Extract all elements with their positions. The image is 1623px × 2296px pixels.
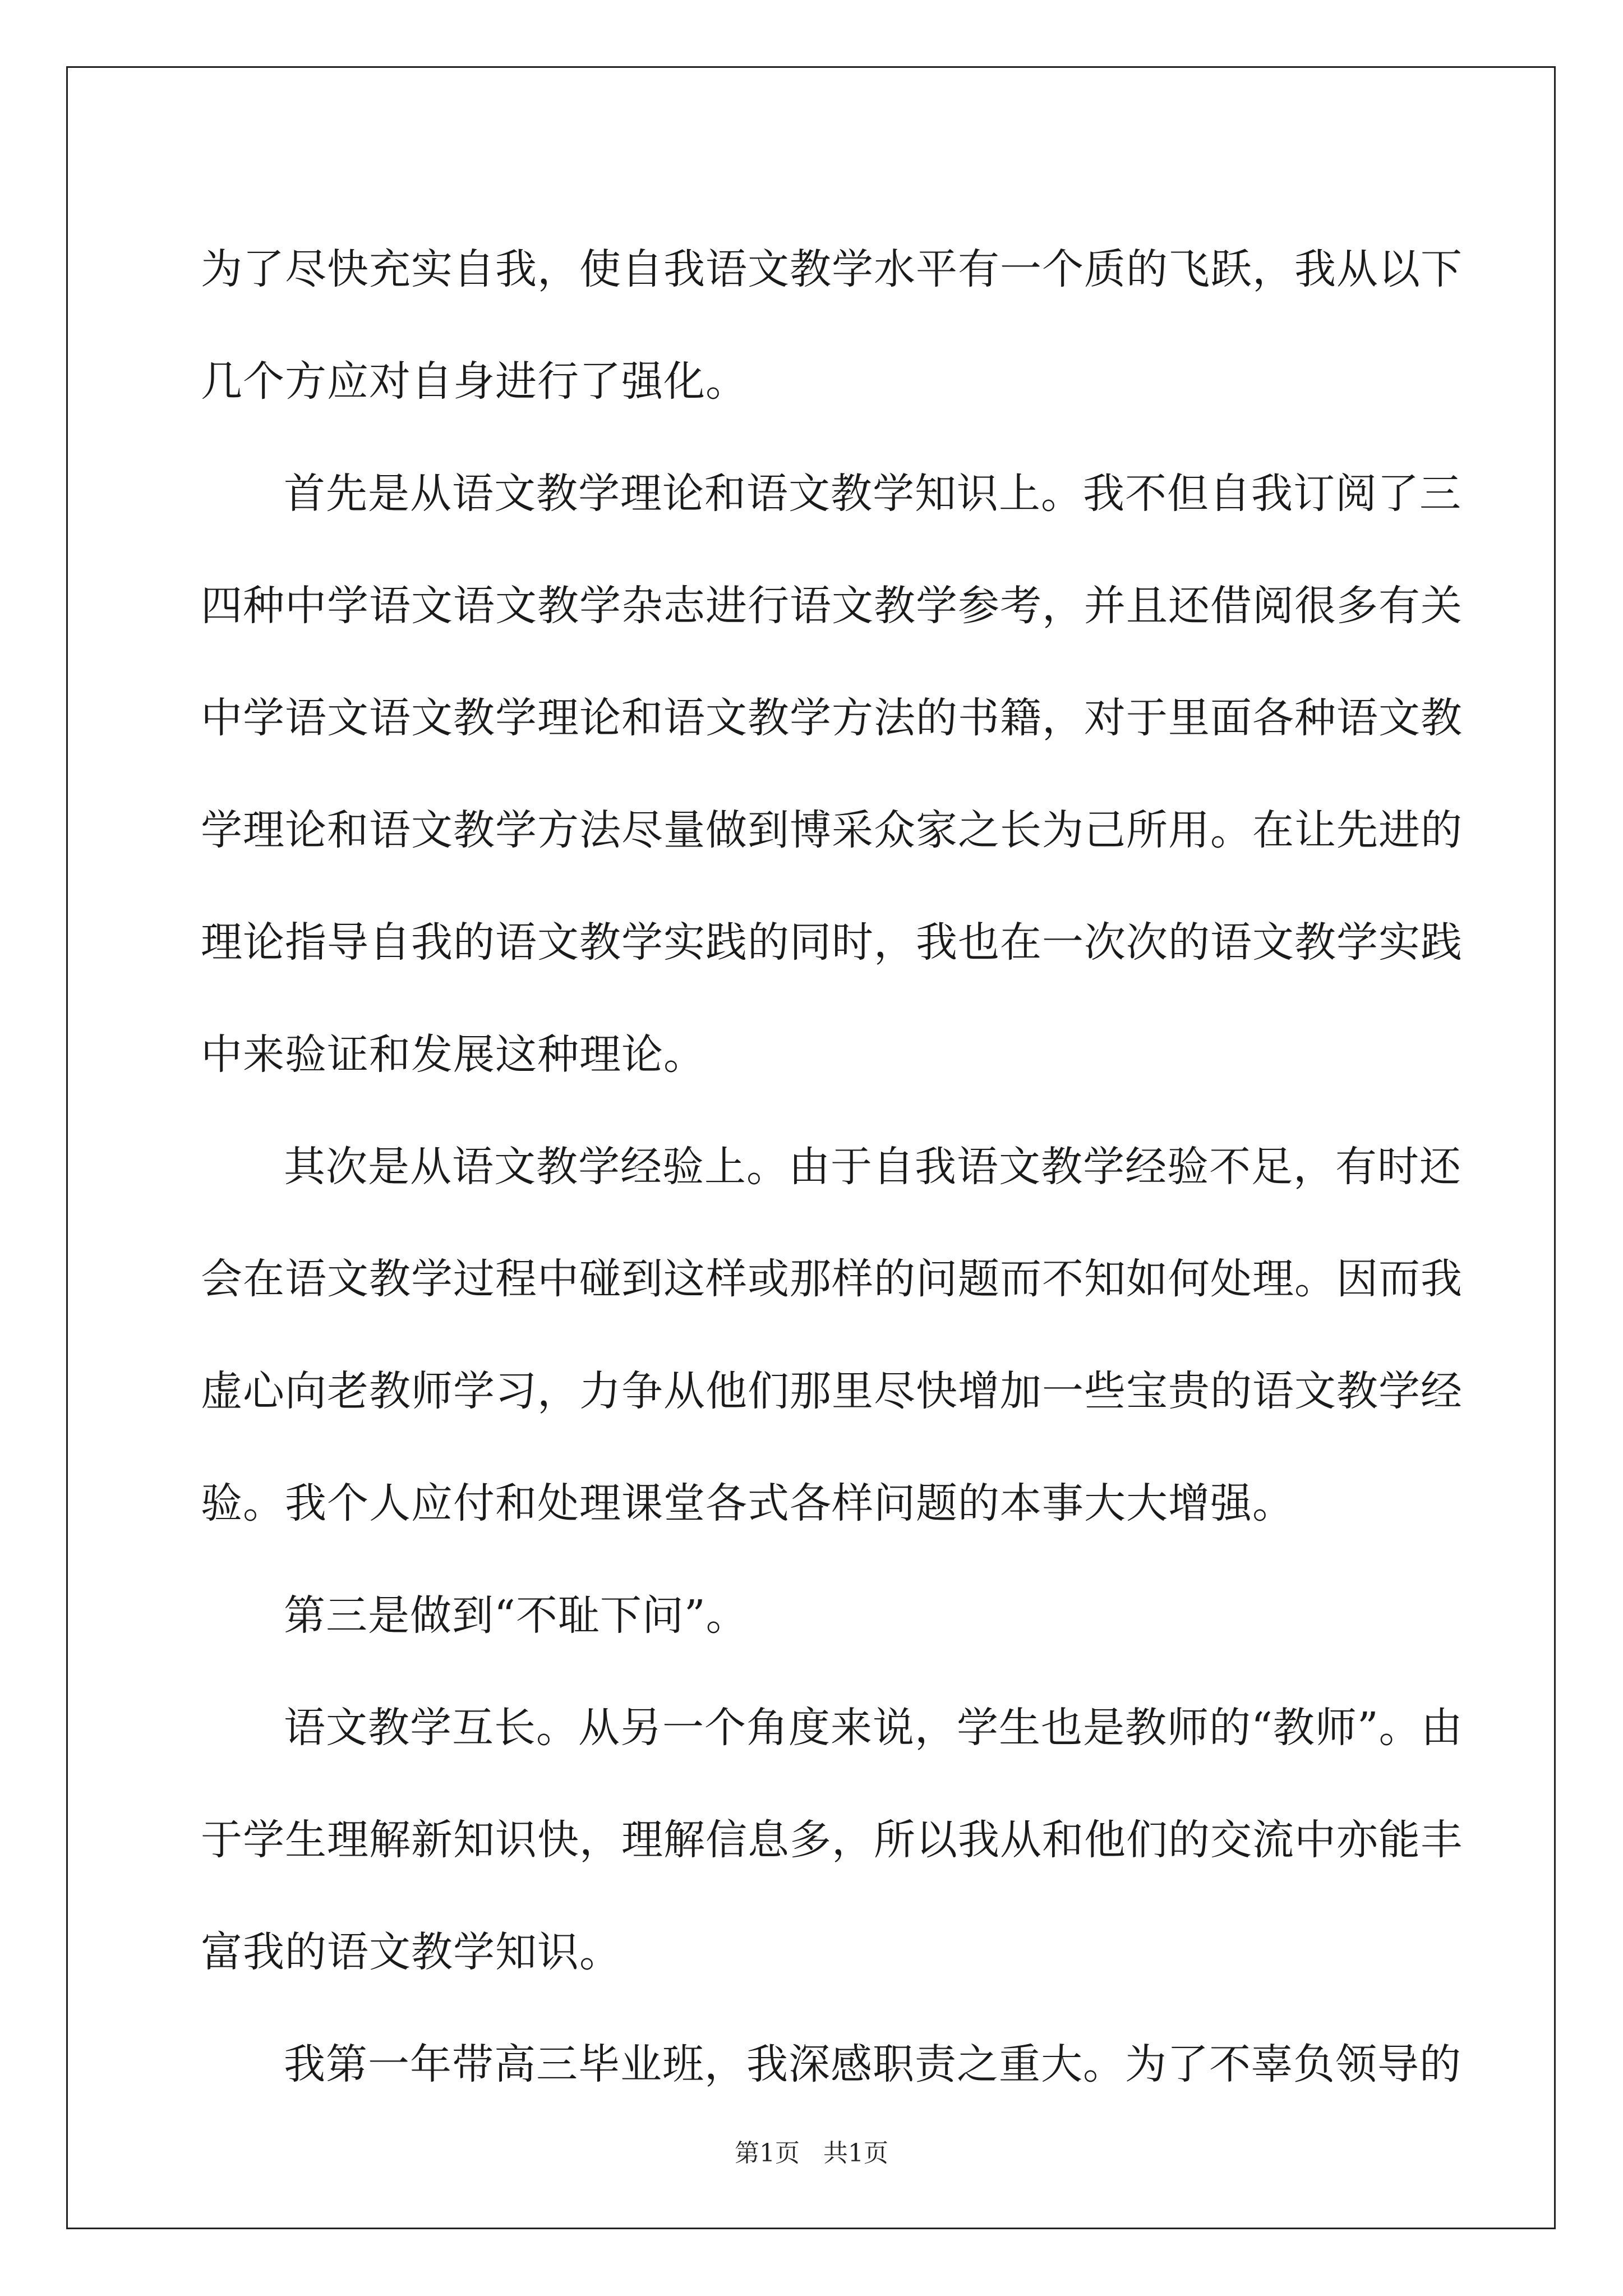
text-line: 验。我个人应付和处理课堂各式各样问题的本事大大增强。 [201,1479,1294,1527]
text-line: 学理论和语文教学方法尽量做到博采众家之长为己所用。在让先进的 [201,806,1463,854]
text-block [201,213,1463,2120]
text-line: 于学生理解新知识快，理解信息多，所以我从和他们的交流中亦能丰 [201,1816,1463,1864]
text-line: 理论指导自我的语文教学实践的同时，我也在一次次的语文教学实践 [201,918,1463,967]
page-footer [0,2133,1623,2169]
text-line: 为了尽快充实自我，使自我语文教学水平有一个质的飞跃，我从以下 [201,245,1463,293]
text-line: 会在语文教学过程中碰到这样或那样的问题而不知如何处理。因而我 [201,1255,1463,1303]
text-line: 其次是从语文教学经验上。由于自我语文教学经验不足，有时还 [284,1143,1461,1191]
text-line: 中来验证和发展这种理论。 [201,1030,706,1079]
page-total: 共1页 [823,2139,888,2168]
text-line: 我第一年带高三毕业班，我深感职责之重大。为了不辜负领导的 [284,2040,1461,2088]
document-body [201,213,1463,2120]
page-number: 第1页 [735,2139,800,2168]
text-line: 富我的语文教学知识。 [201,1928,621,1976]
text-line: 第三是做到“不耻下问”。 [284,1591,748,1640]
text-line: 首先是从语文教学理论和语文教学知识上。我不但自我订阅了三 [284,470,1461,518]
text-line: 几个方应对自身进行了强化。 [201,357,748,406]
text-line: 中学语文语文教学理论和语文教学方法的书籍，对于里面各种语文教 [201,694,1463,742]
text-line: 语文教学互长。从另一个角度来说，学生也是教师的“教师”。由 [284,1704,1463,1752]
text-line: 四种中学语文语文教学杂志进行语文教学参考，并且还借阅很多有关 [201,582,1463,630]
text-line: 虚心向老教师学习，力争从他们那里尽快增加一些宝贵的语文教学经 [201,1367,1463,1415]
